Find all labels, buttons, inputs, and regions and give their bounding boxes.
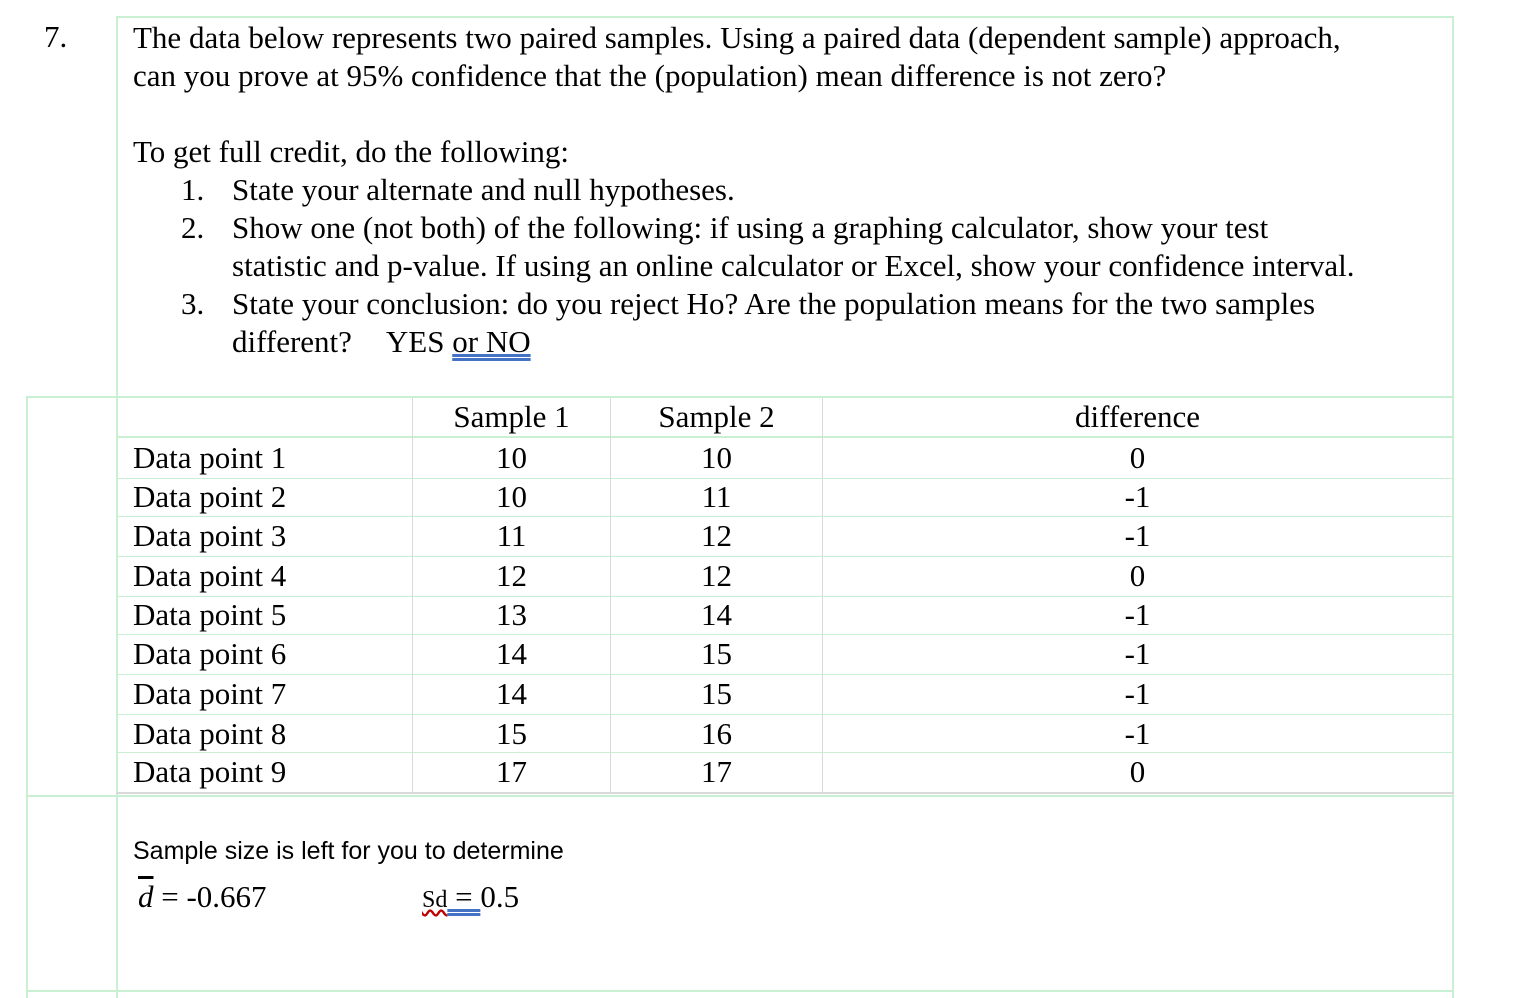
answer-selected: or NO	[452, 324, 531, 359]
answer-line	[232, 323, 531, 361]
sample-2-value: 10	[701, 440, 732, 475]
row-label: Data point 2	[133, 479, 287, 514]
mean-difference	[138, 878, 267, 916]
sample-1-value: 12	[496, 558, 527, 593]
difference-value: -1	[1124, 636, 1151, 671]
answer-prefix: YES	[385, 324, 453, 359]
difference-value: 0	[1129, 558, 1146, 593]
grid-line	[1452, 16, 1454, 998]
difference-value: -1	[1124, 597, 1151, 632]
sample-1-value: 13	[496, 597, 527, 632]
row-label: Data point 5	[133, 597, 287, 632]
row-label: Data point 1	[133, 440, 287, 475]
sample-1-value: 14	[496, 636, 527, 671]
sample-2-value: 12	[701, 558, 732, 593]
std-dev-difference	[422, 878, 519, 919]
row-label: Data point 9	[133, 754, 287, 789]
grid-line	[26, 990, 1454, 992]
difference-value: -1	[1124, 716, 1151, 751]
sample-1-value: 14	[496, 676, 527, 711]
sample-2-value: 14	[701, 597, 732, 632]
sample-1-value: 10	[496, 440, 527, 475]
sample-2-value: 15	[701, 636, 732, 671]
instructions-lead: To get full credit, do the following:	[133, 134, 570, 169]
sample-1-value: 10	[496, 479, 527, 514]
dbar-symbol: $\overline{d}$	[138, 879, 154, 914]
instruction-text: State your conclusion: do you reject Ho? Are the population means for the two samples	[232, 286, 1316, 321]
difference-value: -1	[1124, 676, 1151, 711]
grid-line	[26, 795, 1454, 797]
dbar-value: = -0.667	[153, 879, 267, 914]
sample-size-note: Sample size is left for you to determine	[133, 837, 564, 865]
sample-2-value: 15	[701, 676, 732, 711]
grid-line	[116, 396, 118, 998]
difference-value: -1	[1124, 479, 1151, 514]
header-sample-2: Sample 2	[658, 399, 775, 434]
instruction-text: different?	[232, 324, 352, 359]
instruction-text: State your alternate and null hypotheses.	[232, 172, 735, 207]
sample-2-value: 12	[701, 518, 732, 553]
header-difference: difference	[1074, 399, 1201, 434]
question-number: 7.	[44, 19, 68, 54]
instruction-number: 2.	[181, 210, 205, 245]
question-intro-line-2: can you prove at 95% confidence that the (population) mean difference is not zero?	[133, 58, 1167, 93]
sd-equals: =	[447, 879, 481, 914]
row-label: Data point 8	[133, 716, 287, 751]
sample-2-value: 17	[701, 754, 732, 789]
question-intro-line-1: The data below represents two paired samples. Using a paired data (dependent sample) approach,	[133, 20, 1341, 55]
sample-1-value: 17	[496, 754, 527, 789]
table-line	[116, 436, 1454, 438]
header-sample-1: Sample 1	[453, 399, 570, 434]
instruction-text: statistic and p-value. If using an online calculator or Excel, show your confidence interval.	[232, 248, 1355, 283]
instruction-text: Show one (not both) of the following: if using a graphing calculator, show your test	[232, 210, 1269, 245]
sd-symbol: Sd	[422, 887, 448, 913]
difference-value: 0	[1129, 754, 1146, 789]
sd-value: 0.5	[480, 879, 520, 914]
instruction-number: 1.	[181, 172, 205, 207]
grid-line	[116, 16, 118, 398]
table-line	[116, 792, 1454, 794]
grid-line	[26, 396, 28, 998]
row-label: Data point 3	[133, 518, 287, 553]
row-label: Data point 4	[133, 558, 287, 593]
instruction-number: 3.	[181, 286, 205, 321]
difference-value: -1	[1124, 518, 1151, 553]
sample-2-value: 11	[701, 479, 732, 514]
sample-2-value: 16	[701, 716, 732, 751]
grid-line	[116, 16, 1454, 18]
sample-1-value: 11	[496, 518, 527, 553]
sample-1-value: 15	[496, 716, 527, 751]
difference-value: 0	[1129, 440, 1146, 475]
row-label: Data point 7	[133, 676, 287, 711]
row-label: Data point 6	[133, 636, 287, 671]
